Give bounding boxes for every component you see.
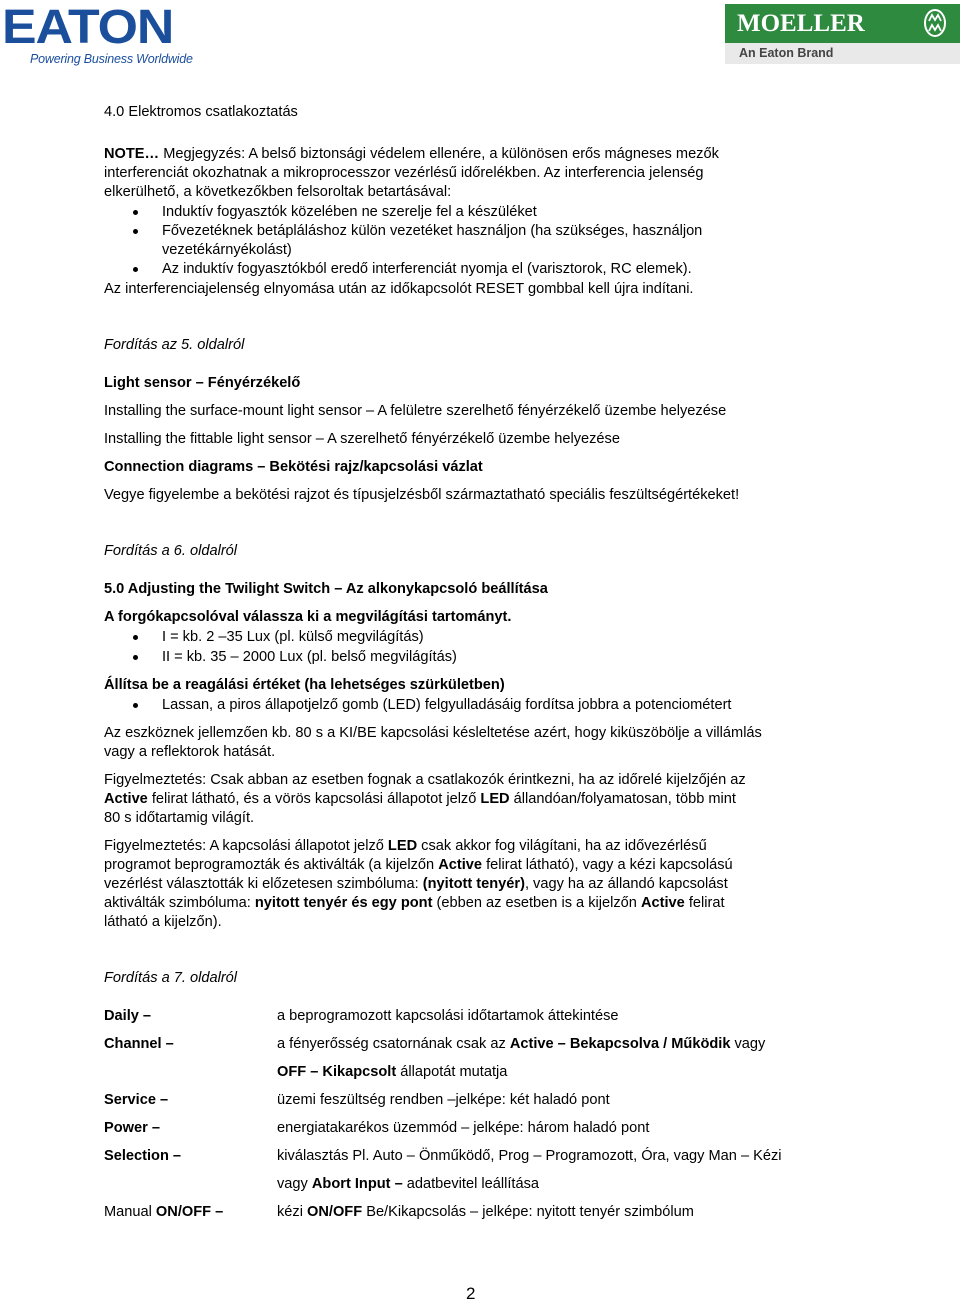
warning-2-line-1 <box>104 837 707 856</box>
page-6-heading: Fordítás a 6. oldalról <box>104 543 238 559</box>
warning-2-text: vezérlést választották ki előzetesen szimbóluma: <box>104 876 423 892</box>
def-selection-line-1: kiválasztás Pl. Auto – Önműködő, Prog – Programozott, Óra, vagy Man – Kézi <box>277 1148 782 1164</box>
section-4-title: 4.0 Elektromos csatlakoztatás <box>104 104 298 120</box>
surface-hu: A felületre szerelhető fényérzékelő üzembe helyezése <box>374 403 727 419</box>
section-5-hu: Az alkonykapcsoló beállítása <box>342 581 548 597</box>
abort-input-word: Abort Input – <box>311 1176 403 1192</box>
moeller-emblem-icon <box>921 9 949 37</box>
on-off-word: ON/OFF <box>307 1204 363 1220</box>
connection-en: Connection diagrams – <box>104 459 266 475</box>
term-channel: Channel – <box>104 1036 174 1052</box>
warning-2-text: Figyelmeztetés: A kapcsolási állapotot jelző <box>104 838 388 854</box>
def-daily: a beprogramozott kapcsolási időtartamok áttekintése <box>277 1008 619 1024</box>
warning-1-line-1: Figyelmeztetés: Csak abban az esetben fognak a csatlakozók érintkezni, ha az időrelé kijelzőjén az <box>104 772 746 788</box>
open-palm-word: (nyitott tenyér) <box>422 876 525 892</box>
warning-2-text: programot beprogramozták és aktiválták (a kijelzőn <box>104 857 439 873</box>
warning-2-text: csak akkor fog világítani, ha az idővezérlésű <box>417 838 707 854</box>
warning-1-line-3: 80 s időtartamig világít. <box>104 810 255 826</box>
warning-2-line-3 <box>104 875 728 894</box>
warning-2-line-5: látható a kijelzőn). <box>104 914 222 930</box>
fittable-line <box>104 430 620 449</box>
warning-1-line-2 <box>104 790 736 809</box>
active-word: Active <box>640 895 685 911</box>
vegye-line: Vegye figyelembe a bekötési rajzot és típusjelzésből származtatható speciális feszültségértékeket! <box>104 487 740 503</box>
light-sensor-en: Light sensor – <box>104 375 204 391</box>
allitsa-line: Állítsa be a reagálási értéket (ha lehetséges szürkületben) <box>104 677 505 693</box>
page-5-heading: Fordítás az 5. oldalról <box>104 337 245 353</box>
warning-2-text: aktiválták szimbóluma: <box>104 895 255 911</box>
warning-2-line-2 <box>104 856 733 875</box>
forgo-line: A forgókapcsolóval válassza ki a megvilágítási tartományt. <box>104 609 512 625</box>
bullet-dot <box>133 210 138 215</box>
moeller-brand-strip <box>725 43 960 64</box>
connection-hu: Bekötési rajz/kapcsolási vázlat <box>265 459 483 475</box>
term-daily: Daily – <box>104 1008 152 1024</box>
warning-2-text: felirat látható), vagy a kézi kapcsolású <box>482 857 733 873</box>
term-text: Manual <box>104 1204 156 1220</box>
warning-1-text: felirat látható, és a vörös kapcsolási állapotot jelző <box>147 791 481 807</box>
def-channel-line-2 <box>277 1063 507 1082</box>
active-word: Active <box>104 791 148 807</box>
term-manual <box>104 1203 223 1222</box>
section-5-en: 5.0 Adjusting the Twilight Switch – <box>104 581 343 597</box>
off-word: OFF – Kikapcsolt <box>277 1064 397 1080</box>
def-text: Be/Kikapcsolás – jelképe: nyitott tenyér szimbólum <box>362 1204 694 1220</box>
on-off-word: ON/OFF – <box>155 1204 224 1220</box>
moeller-banner <box>725 4 960 43</box>
warning-2-text: felirat <box>684 895 725 911</box>
bullet-dot <box>133 635 138 640</box>
bullet-dot <box>133 703 138 708</box>
surface-en: Installing the surface-mount light sensor – <box>104 403 375 419</box>
list-item: Az induktív fogyasztókból eredő interferenciát nyomja el (varisztorok, RC elemek). <box>162 261 692 277</box>
bullet-dot <box>133 229 138 234</box>
list-item: I = kb. 2 –35 Lux (pl. külső megvilágítás) <box>162 629 424 645</box>
def-power: energiatakarékos üzemmód – jelképe: három haladó pont <box>277 1120 650 1136</box>
def-text: adatbevitel leállítása <box>402 1176 539 1192</box>
warning-2-text: (ebben az esetben is a kijelzőn <box>432 895 641 911</box>
def-selection-line-2 <box>277 1175 539 1194</box>
def-manual <box>277 1203 694 1222</box>
eaton-wordmark: EATON <box>2 1 174 54</box>
surface-line <box>104 402 726 421</box>
list-item: Fővezetéknek betápláláshoz külön vezetéket használjon (ha szükséges, használjon <box>162 223 703 239</box>
active-word: Active – Bekapcsolva / Működik <box>509 1036 731 1052</box>
page-7-heading: Fordítás a 7. oldalról <box>104 970 238 986</box>
active-word: Active <box>438 857 483 873</box>
note-line-3: elkerülhető, a következőkben felsoroltak betartásával: <box>104 184 452 200</box>
bullet-dot <box>133 267 138 272</box>
def-channel-line-1 <box>277 1035 765 1054</box>
eaton-logo <box>2 1 193 66</box>
moeller-wordmark: MOELLER <box>737 10 865 37</box>
moeller-logo <box>725 4 960 62</box>
def-text: állapotát mutatja <box>396 1064 508 1080</box>
light-sensor-hu: Fényérzékelő <box>203 375 301 391</box>
bullet-dot <box>133 655 138 660</box>
list-item-continuation: vezetékárnyékolást) <box>162 242 292 258</box>
list-item: Lassan, a piros állapotjelző gomb (LED) felgyulladásáig fordítsa jobbra a potenciométert <box>162 697 732 713</box>
eszkoz-line-2: vagy a reflektorok hatását. <box>104 744 276 760</box>
section-5-title <box>104 580 548 599</box>
connection-line <box>104 458 483 477</box>
page-number: 2 <box>466 1284 476 1303</box>
def-text: vagy <box>730 1036 766 1052</box>
def-text: vagy <box>277 1176 312 1192</box>
fittable-en: Installing the fittable light sensor – <box>104 431 324 447</box>
term-service: Service – <box>104 1092 169 1108</box>
led-word: LED <box>387 838 418 854</box>
fittable-hu: A szerelhető fényérzékelő üzembe helyezése <box>323 431 620 447</box>
term-power: Power – <box>104 1120 160 1136</box>
note-text-1: Megjegyzés: A belső biztonsági védelem ellenére, a különösen erős mágneses mezők <box>159 146 719 162</box>
def-service: üzemi feszültség rendben –jelképe: két haladó pont <box>277 1092 610 1108</box>
note-line-1 <box>104 145 719 164</box>
warning-2-line-4 <box>104 894 725 913</box>
eaton-tagline: Powering Business Worldwide <box>30 52 193 66</box>
open-palm-dot-word: nyitott tenyér és egy pont <box>254 895 433 911</box>
list-item: Induktív fogyasztók közelében ne szerelje fel a készüléket <box>162 204 537 220</box>
warning-2-text: , vagy ha az állandó kapcsolást <box>524 876 728 892</box>
def-text: kézi <box>277 1204 308 1220</box>
warning-1-text: állandóan/folyamatosan, több mint <box>509 791 736 807</box>
note-line-2: interferenciát okozhatnak a mikroprocesszor vezérlésű időrelékben. Az interferencia jelenség <box>104 165 704 181</box>
list-item: II = kb. 35 – 2000 Lux (pl. belső megvilágítás) <box>162 649 457 665</box>
moeller-brand-text: An Eaton Brand <box>739 46 834 60</box>
note-label: NOTE… <box>104 146 160 162</box>
light-sensor-line <box>104 374 300 393</box>
eszkoz-line-1: Az eszköznek jellemzően kb. 80 s a KI/BE kapcsolási késleltetése azért, hogy kiküszöbölje a villámlás <box>104 725 762 741</box>
led-word: LED <box>480 791 510 807</box>
term-selection: Selection – <box>104 1148 182 1164</box>
def-text: a fényerősség csatornának csak az <box>277 1036 510 1052</box>
reset-text: Az interferenciajelenség elnyomása után az időkapcsolót RESET gombbal kell újra indítani. <box>104 281 694 297</box>
